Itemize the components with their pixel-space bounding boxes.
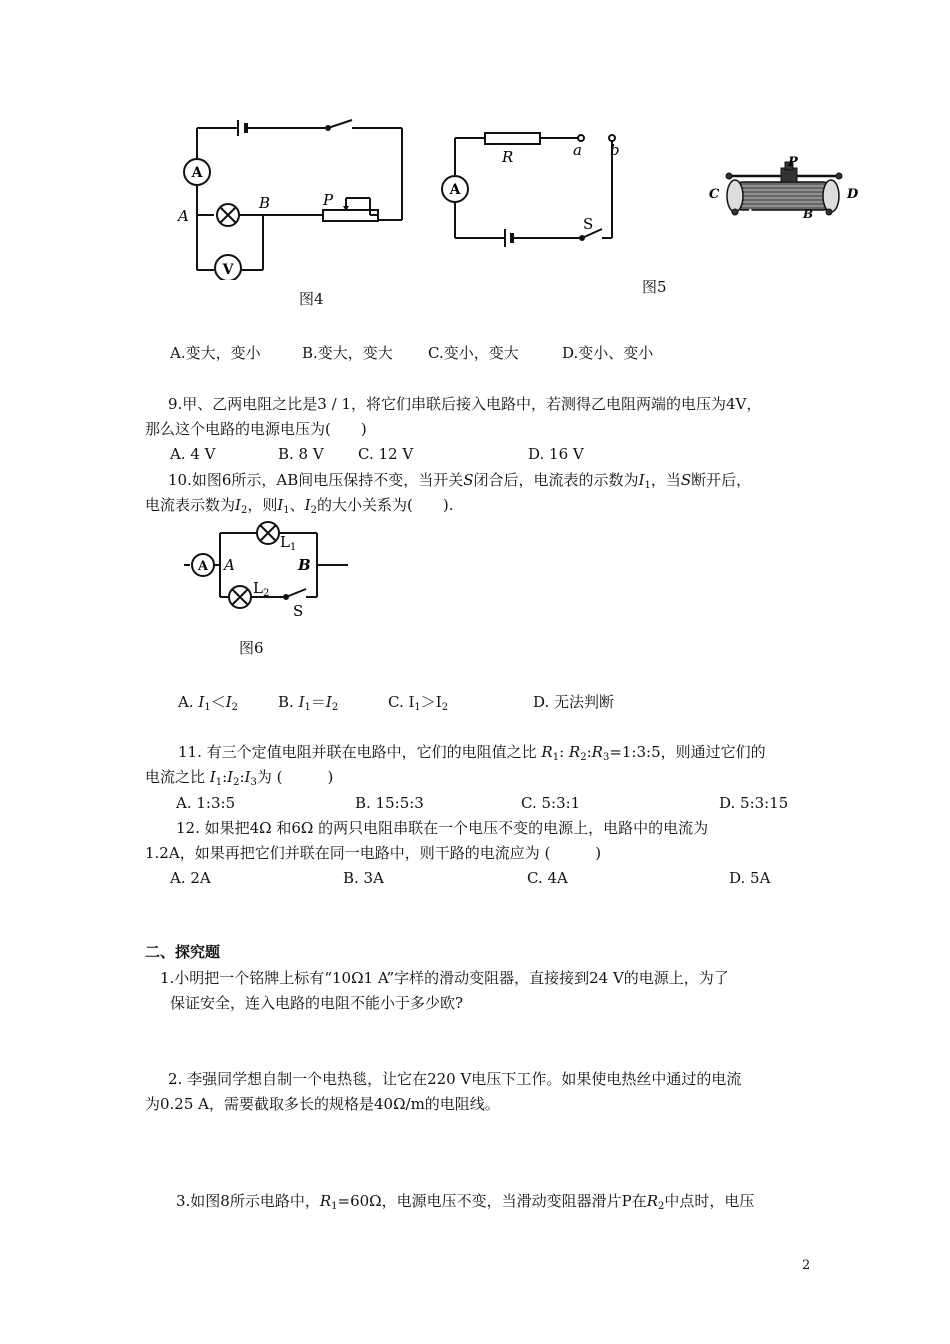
- figure-4-caption: 图4: [299, 290, 324, 308]
- problem-1-line-1: 1.小明把一个铭牌上标有“10Ω1 A”字样的滑动变阻器，直接接到24 V的电源上，为了: [160, 969, 729, 987]
- q12-line-2: 1.2A，如果再把它们并联在同一电路中，则干路的电流应为 ( ): [145, 844, 602, 862]
- terminal-b-label: b: [610, 141, 620, 159]
- q11-line-2: 电流之比 $I_1:I_2:I_3$为 ( ): [145, 768, 334, 788]
- q9-line-1: 9.甲、乙两电阻之比是3 / 1，将它们串联后接入电路中，若测得乙电阻两端的电压为4V，: [168, 395, 762, 413]
- rheostat-b-label: B: [803, 207, 814, 221]
- q12-line-1: 12. 如果把4Ω 和6Ω 的两只电阻串联在一个电压不变的电源上，电路中的电流为: [176, 819, 709, 837]
- rheostat-c-label: C: [709, 187, 720, 202]
- q11-option-c: C. 5:3:1: [521, 794, 581, 812]
- problem-2-line-1: 2. 李强同学想自制一个电热毯，让它在220 V电压下工作。如果使电热丝中通过的电流: [168, 1070, 742, 1088]
- q9-option-d: D. 16 V: [528, 445, 584, 463]
- q11-line-1: 11. 有三个定值电阻并联在电路中，它们的电阻值之比 $R_1$: $R_2:R_3=1:3:5$，则通过它们的: [178, 743, 766, 763]
- page-number: 2: [802, 1258, 811, 1273]
- resistor-r-label: R: [502, 148, 514, 166]
- q8-option-c: C.变小，变大: [428, 344, 519, 362]
- problem-2-line-2: 为0.25 A，需要截取多长的规格是40Ω/m的电阻线。: [145, 1095, 500, 1113]
- ammeter-label: A: [197, 559, 209, 574]
- q12-option-d: D. 5A: [729, 869, 771, 887]
- figure-4-circuit: [170, 110, 420, 280]
- q9-option-c: C. 12 V: [358, 445, 414, 463]
- node-b-label: B: [298, 556, 311, 574]
- problem-1-line-2: 保证安全，连入电路的电阻不能小于多少欧?: [170, 994, 464, 1012]
- rheostat-illustration: [705, 152, 865, 224]
- figure-6-caption: 图6: [239, 639, 264, 657]
- figure-5-circuit: [430, 125, 640, 255]
- q8-option-a: A.变大，变小: [170, 344, 261, 362]
- section-2-title: 二、探究题: [145, 943, 221, 961]
- q10-option-c: C. $I_1>I_2$: [388, 693, 449, 713]
- q9-line-2: 那么这个电路的电源电压为( ): [145, 420, 367, 438]
- terminal-a-label: a: [573, 141, 582, 159]
- q8-option-b: B.变大，变大: [302, 344, 393, 362]
- q10-option-d: D. 无法判断: [533, 693, 615, 711]
- q9-option-a: A. 4 V: [170, 445, 216, 463]
- figure-5-caption: 图5: [642, 278, 667, 296]
- q12-option-c: C. 4A: [527, 869, 568, 887]
- q10-line-1: 10.如图6所示，AB间电压保持不变，当开关S闭合后，电流表的示数为$I_1$，当S断开后，: [168, 471, 752, 491]
- voltmeter-label: V: [222, 262, 234, 278]
- q10-option-a: A. $I_1<I_2$: [178, 693, 239, 713]
- q12-option-a: A. 2A: [170, 869, 211, 887]
- lamp-1-label: $L_1$: [280, 533, 297, 553]
- q12-option-b: B. 3A: [343, 869, 384, 887]
- ammeter-label: A: [449, 182, 461, 198]
- node-b-label: B: [259, 194, 271, 212]
- slider-p-label: P: [323, 191, 334, 209]
- node-a-label: A: [224, 556, 235, 574]
- q10-line-2: 电流表示数为$I_2$，则$I_1$、$I_2$的大小关系为( ).: [145, 496, 454, 516]
- switch-s-label: S: [293, 602, 304, 620]
- q11-option-b: B. 15:5:3: [355, 794, 424, 812]
- switch-s-label: S: [583, 215, 594, 233]
- q10-option-b: B. $I_1=I_2$: [278, 693, 339, 713]
- q9-option-b: B. 8 V: [278, 445, 324, 463]
- q11-option-d: D. 5:3:15: [719, 794, 789, 812]
- rheostat-p-label: P: [788, 155, 798, 170]
- lamp-2-label: $L_2$: [253, 579, 270, 599]
- problem-3-line-1: 3.如图8所示电路中，$R_1=60\Omega$，电源电压不变，当滑动变阻器滑片P在$R_2$中点时，电压: [176, 1192, 755, 1212]
- rheostat-d-label: D: [847, 187, 859, 202]
- ammeter-label: A: [191, 165, 203, 181]
- node-a-label: A: [178, 207, 189, 225]
- figure-6-circuit: [180, 515, 360, 625]
- q8-option-d: D.变小、变小: [562, 344, 654, 362]
- rheostat-a-label: A: [745, 207, 755, 221]
- q11-option-a: A. 1:3:5: [176, 794, 236, 812]
